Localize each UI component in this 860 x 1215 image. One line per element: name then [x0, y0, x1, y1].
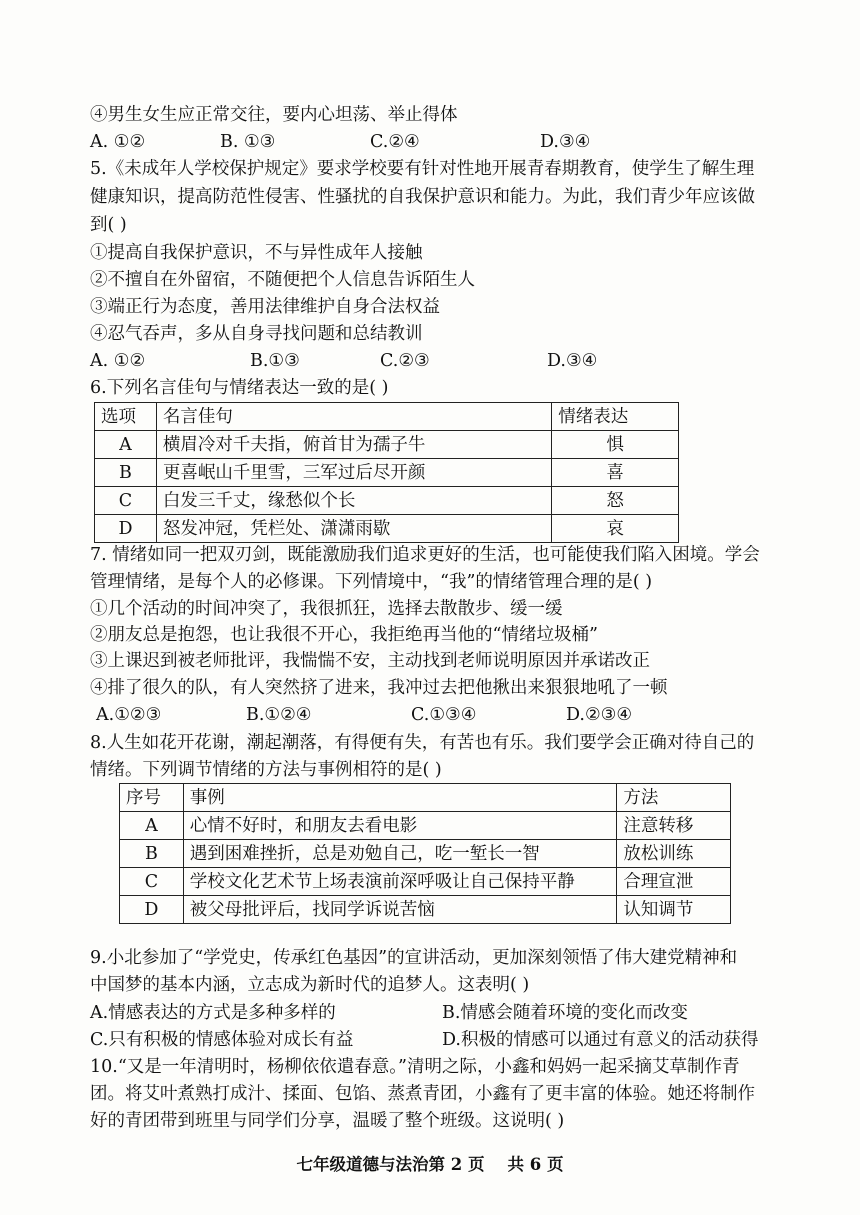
table-cell: 怒发冲冠，凭栏处、潇潇雨歇 — [156, 515, 551, 543]
q10-stem-line-3: 好的青团带到班里与同学们分享，温暖了整个班级。这说明( ) — [90, 1111, 565, 1131]
q6-table — [94, 402, 679, 543]
table-row — [120, 784, 731, 812]
q5-stem-line-3: 到( ) — [90, 215, 127, 235]
q9-option-d: D.积极的情感可以通过有意义的活动获得 — [442, 1030, 759, 1050]
q10-stem-line-1: 10.“又是一年清明时，杨柳依依遣春意。”清明之际，小鑫和妈妈一起采摘艾草制作青 — [90, 1057, 740, 1077]
q5-stem-line-1: 5.《未成年人学校保护规定》要求学校要有针对性地开展青春期教育，使学生了解生理 — [90, 159, 755, 179]
q9-options-row-1 — [90, 1001, 790, 1025]
q5-option-b: B.①③ — [250, 351, 300, 371]
q8-stem-line-1: 8.人生如花开花谢，潮起潮落，有得便有失，有苦也有乐。我们要学会正确对待自己的 — [90, 733, 755, 753]
table-header-cell: 名言佳句 — [156, 403, 551, 431]
q9-option-b: B.情感会随着环境的变化而改变 — [442, 1003, 688, 1023]
table-row — [95, 403, 679, 431]
table-cell: A — [120, 812, 184, 840]
q4-options — [90, 130, 790, 154]
table-row — [120, 812, 731, 840]
q7-statement-2: ②朋友总是抱怨，也让我很不开心，我拒绝再当他的“情绪垃圾桶” — [90, 625, 598, 645]
table-cell: C — [95, 487, 157, 515]
q5-option-a: A. ①② — [90, 351, 146, 371]
q5-statement-4: ④忍气吞声，多从自身寻找问题和总结教训 — [90, 324, 423, 344]
q8-stem-line-2: 情绪。下列调节情绪的方法与事例相符的是( ) — [90, 760, 442, 780]
table-cell: 遇到困难挫折，总是劝勉自己，吃一堑长一智 — [183, 840, 617, 868]
table-header-cell: 选项 — [95, 403, 157, 431]
q4-option-c: C.②④ — [370, 132, 420, 152]
q7-statement-3: ③上课迟到被老师批评，我惴惴不安，主动找到老师说明原因并承诺改正 — [90, 651, 650, 671]
table-cell: 白发三千丈，缘愁似个长 — [156, 487, 551, 515]
table-cell: 放松训练 — [617, 840, 731, 868]
table-cell: 注意转移 — [617, 812, 731, 840]
q7-statement-4: ④排了很久的队，有人突然挤了进来，我冲过去把他揪出来狠狠地吼了一顿 — [90, 678, 668, 698]
table-cell: D — [95, 515, 157, 543]
table-row — [95, 487, 679, 515]
q4-option-a: A. ①② — [90, 132, 146, 152]
table-cell: C — [120, 868, 184, 896]
table-cell: 喜 — [552, 459, 679, 487]
table-cell: 合理宣泄 — [617, 868, 731, 896]
table-header-cell: 情绪表达 — [552, 403, 679, 431]
q9-option-a: A.情感表达的方式是多种多样的 — [90, 1003, 336, 1023]
q7-statement-1: ①几个活动的时间冲突了，我很抓狂，选择去散散步、缓一缓 — [90, 599, 563, 619]
table-cell: A — [95, 431, 157, 459]
table-header-cell: 序号 — [120, 784, 184, 812]
table-cell: 哀 — [552, 515, 679, 543]
q5-option-d: D.③④ — [547, 351, 598, 371]
q4-statement-4: ④男生女生应正常交往，要内心坦荡、举止得体 — [90, 105, 458, 125]
q9-stem-line-1: 9.小北参加了“学党史，传承红色基因”的宣讲活动，更加深刻领悟了伟大建党精神和 — [90, 948, 738, 968]
q4-option-d: D.③④ — [540, 132, 591, 152]
q5-statement-1: ①提高自我保护意识，不与异性成年人接触 — [90, 243, 423, 263]
table-header-cell: 事例 — [183, 784, 617, 812]
q5-statement-3: ③端正行为态度，善用法律维护自身合法权益 — [90, 297, 440, 317]
q4-option-b: B. ①③ — [220, 132, 276, 152]
q9-stem-line-2: 中国梦的基本内涵，立志成为新时代的追梦人。这表明( ) — [90, 975, 530, 995]
table-cell: 被父母批评后，找同学诉说苦恼 — [183, 896, 617, 924]
table-row — [120, 868, 731, 896]
table-cell: 怒 — [552, 487, 679, 515]
table-row — [95, 459, 679, 487]
q7-option-d: D.②③④ — [566, 705, 633, 725]
table-cell: B — [120, 840, 184, 868]
q7-option-a: A.①②③ — [96, 705, 162, 725]
q5-option-c: C.②③ — [380, 351, 430, 371]
table-row — [95, 515, 679, 543]
q6-stem: 6.下列名言佳句与情绪表达一致的是( ) — [90, 378, 389, 398]
page-footer: 七年级道德与法治第 2 页 共 6 页 — [296, 1155, 564, 1174]
table-cell: 惧 — [552, 431, 679, 459]
q5-statement-2: ②不擅自在外留宿，不随便把个人信息告诉陌生人 — [90, 270, 475, 290]
table-cell: 更喜岷山千里雪，三军过后尽开颜 — [156, 459, 551, 487]
q7-option-c: C.①③④ — [411, 705, 477, 725]
table-cell: 横眉冷对千夫指，俯首甘为孺子牛 — [156, 431, 551, 459]
table-cell: 心情不好时，和朋友去看电影 — [183, 812, 617, 840]
q7-stem-line-1: 7. 情绪如同一把双刃剑，既能激励我们追求更好的生活，也可能使我们陷入困境。学会 — [90, 545, 760, 565]
table-cell: 学校文化艺术节上场表演前深呼吸让自己保持平静 — [183, 868, 617, 896]
table-row — [95, 431, 679, 459]
q7-stem-line-2: 管理情绪，是每个人的必修课。下列情境中，“我”的情绪管理合理的是( ) — [90, 572, 653, 592]
q9-options-row-2 — [90, 1028, 790, 1052]
q8-table — [119, 783, 731, 924]
q9-option-c: C.只有积极的情感体验对成长有益 — [90, 1030, 354, 1050]
q5-stem-line-2: 健康知识，提高防范性侵害、性骚扰的自我保护意识和能力。为此，我们青少年应该做 — [90, 187, 755, 207]
table-row — [120, 896, 731, 924]
q7-option-b: B.①②④ — [246, 705, 312, 725]
table-header-cell: 方法 — [617, 784, 731, 812]
table-row — [120, 840, 731, 868]
q5-options — [90, 349, 790, 373]
table-cell: D — [120, 896, 184, 924]
q10-stem-line-2: 团。将艾叶煮熟打成汁、揉面、包馅、蒸煮青团，小鑫有了更丰富的体验。她还将制作 — [90, 1084, 755, 1104]
table-cell: 认知调节 — [617, 896, 731, 924]
q7-options — [96, 703, 796, 727]
table-cell: B — [95, 459, 157, 487]
